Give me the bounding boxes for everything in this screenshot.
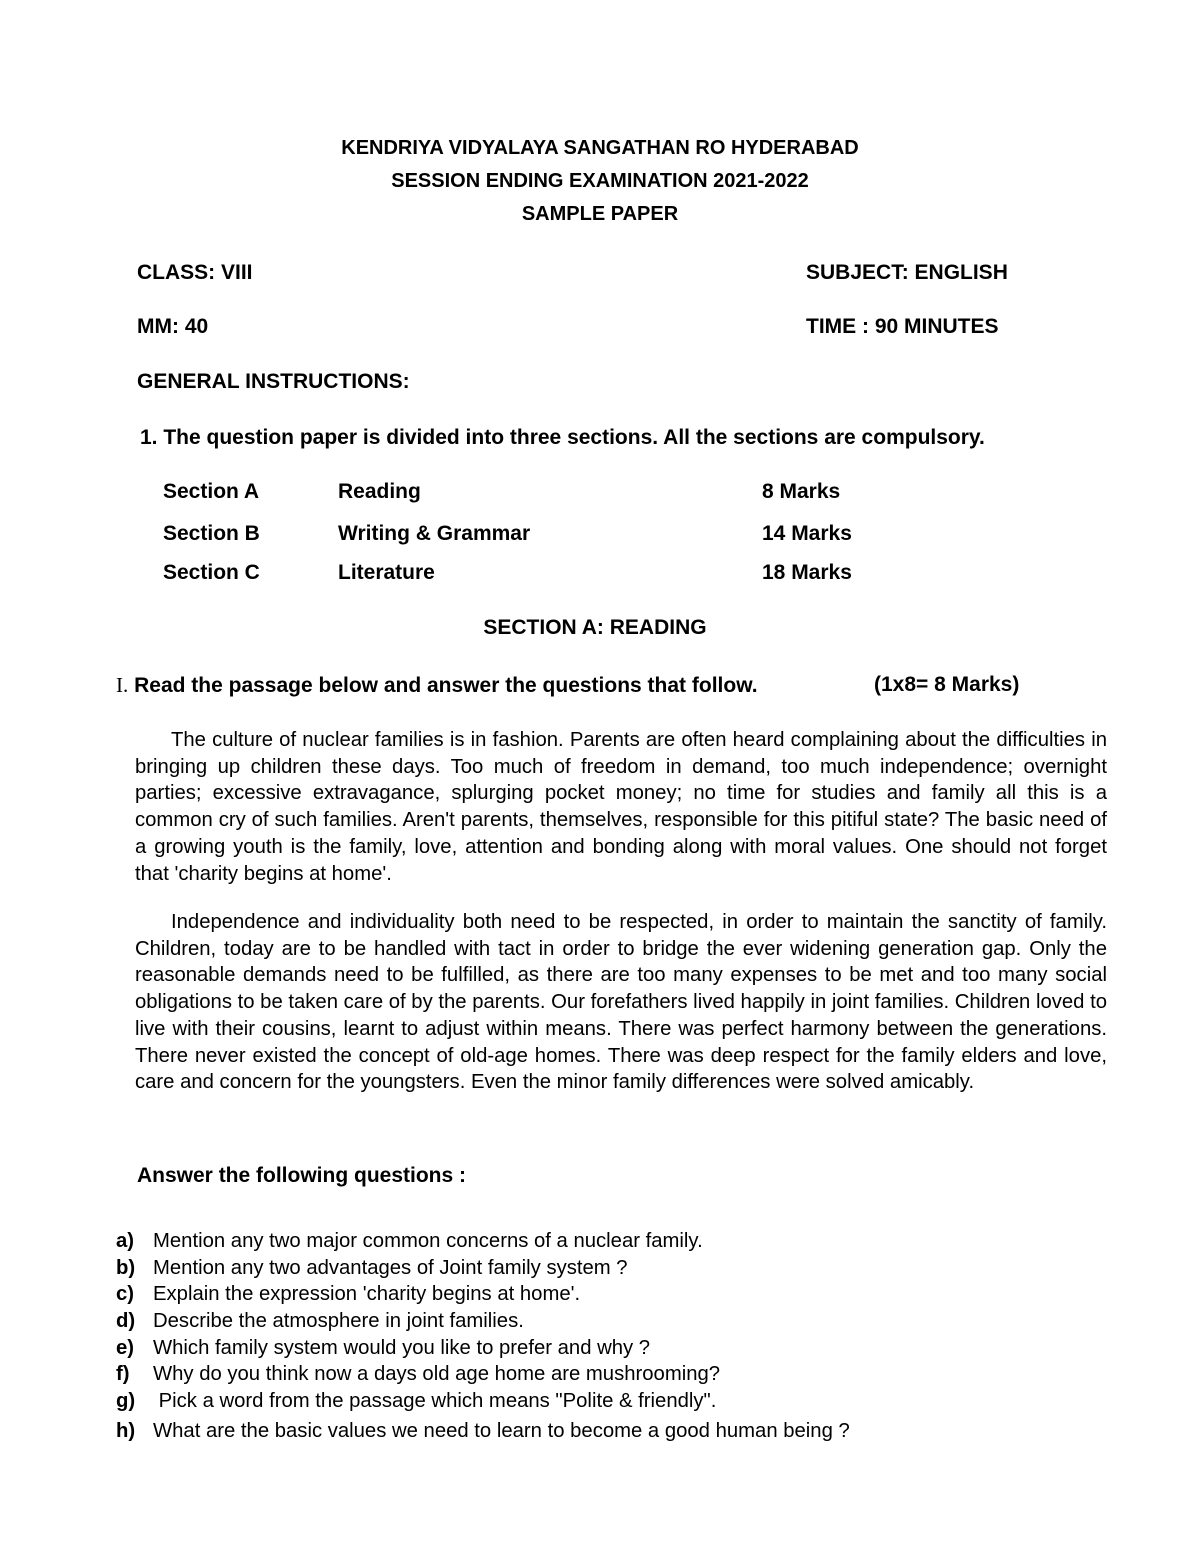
section-c-topic: Literature — [338, 561, 435, 584]
question-letter: g) — [116, 1390, 136, 1412]
question-letter: b) — [116, 1257, 136, 1279]
passage-paragraph-1: The culture of nuclear families is in fashion. Parents are often heard complaining about the difficulties in bringing up children these days. Too much of freedom in demand, too much independence; overnight parties; excessive extravagance, splurging pocket money; no time for studies and family all this is a common cry of such families. Aren't parents, themselves, responsible for this pitiful state? The basic need of a growing youth is the family, love, attention and bonding along with moral values. One should not forget that 'charity begins at home'. — [135, 729, 1107, 885]
questions-heading: Answer the following questions : — [137, 1164, 467, 1187]
list-item — [116, 1257, 628, 1280]
question-letter: a) — [116, 1230, 135, 1252]
list-item — [116, 1310, 524, 1333]
list-item — [116, 1230, 703, 1253]
list-item — [116, 1337, 650, 1360]
question-letter: h) — [116, 1420, 136, 1442]
question-text: Pick a word from the passage which means "Polite & friendly". — [153, 1390, 717, 1412]
instruction-item-1: 1. The question paper is divided into three sections. All the sections are compulsory. — [140, 426, 985, 449]
question-letter: d) — [116, 1310, 136, 1332]
question-letter: e) — [116, 1337, 135, 1359]
question-text: Why do you think now a days old age home are mushrooming? — [153, 1363, 721, 1385]
list-item — [116, 1283, 580, 1306]
list-item — [116, 1420, 850, 1443]
class-label: CLASS: VIII — [137, 261, 253, 284]
time-label: TIME : 90 MINUTES — [806, 315, 999, 338]
sample-paper-title: SAMPLE PAPER — [521, 203, 679, 225]
section-c-name: Section C — [163, 561, 260, 584]
section-a-topic: Reading — [338, 480, 421, 503]
question-text: Mention any two major common concerns of a nuclear family. — [153, 1230, 703, 1252]
list-item — [116, 1363, 720, 1386]
section-c-marks: 18 Marks — [762, 561, 852, 584]
question-text: Mention any two advantages of Joint family system ? — [153, 1257, 628, 1279]
question-text: Which family system would you like to prefer and why ? — [153, 1337, 651, 1359]
section-a-heading: SECTION A: READING — [483, 616, 707, 639]
question-number: I. — [116, 673, 129, 697]
section-a-name: Section A — [163, 480, 260, 503]
max-marks-label: MM: 40 — [137, 315, 209, 338]
section-a-marks: 8 Marks — [762, 480, 841, 503]
question-1-prompt — [116, 673, 758, 698]
subject-label: SUBJECT: ENGLISH — [806, 261, 1008, 284]
section-b-topic: Writing & Grammar — [338, 522, 531, 545]
question-text: Read the passage below and answer the questions that follow. — [134, 674, 758, 697]
question-text: Explain the expression 'charity begins at home'. — [153, 1283, 581, 1305]
question-letter: f) — [116, 1363, 130, 1385]
question-text: Describe the atmosphere in joint families. — [153, 1310, 524, 1332]
list-item — [116, 1390, 716, 1413]
question-text: What are the basic values we need to learn to become a good human being ? — [153, 1420, 850, 1442]
question-1-marks: (1x8= 8 Marks) — [874, 673, 1020, 696]
passage-paragraph-2: Independence and individuality both need to be respected, in order to maintain the sanctity of family. Children, today are to be handled with tact in order to bridge the ever widening generation gap. Only the reasonable demands need to be fulfilled, as there are too many expenses to be met and too many social obligations to be taken care of by the parents. Our forefathers lived happily in joint families. Children loved to live with their cousins, learnt to adjust within means. There was perfect harmony between the generations. There never existed the concept of old-age homes. There was deep respect for the family elders and love, care and concern for the youngsters. Even the minor family differences were solved amicably. — [135, 911, 1107, 1094]
exam-session-title: SESSION ENDING EXAMINATION 2021-2022 — [391, 170, 809, 192]
section-b-marks: 14 Marks — [762, 522, 852, 545]
exam-org-title: KENDRIYA VIDYALAYA SANGATHAN RO HYDERABAD — [341, 137, 859, 159]
instructions-heading: GENERAL INSTRUCTIONS: — [137, 370, 410, 393]
question-letter: c) — [116, 1283, 135, 1305]
section-b-name: Section B — [163, 522, 260, 545]
